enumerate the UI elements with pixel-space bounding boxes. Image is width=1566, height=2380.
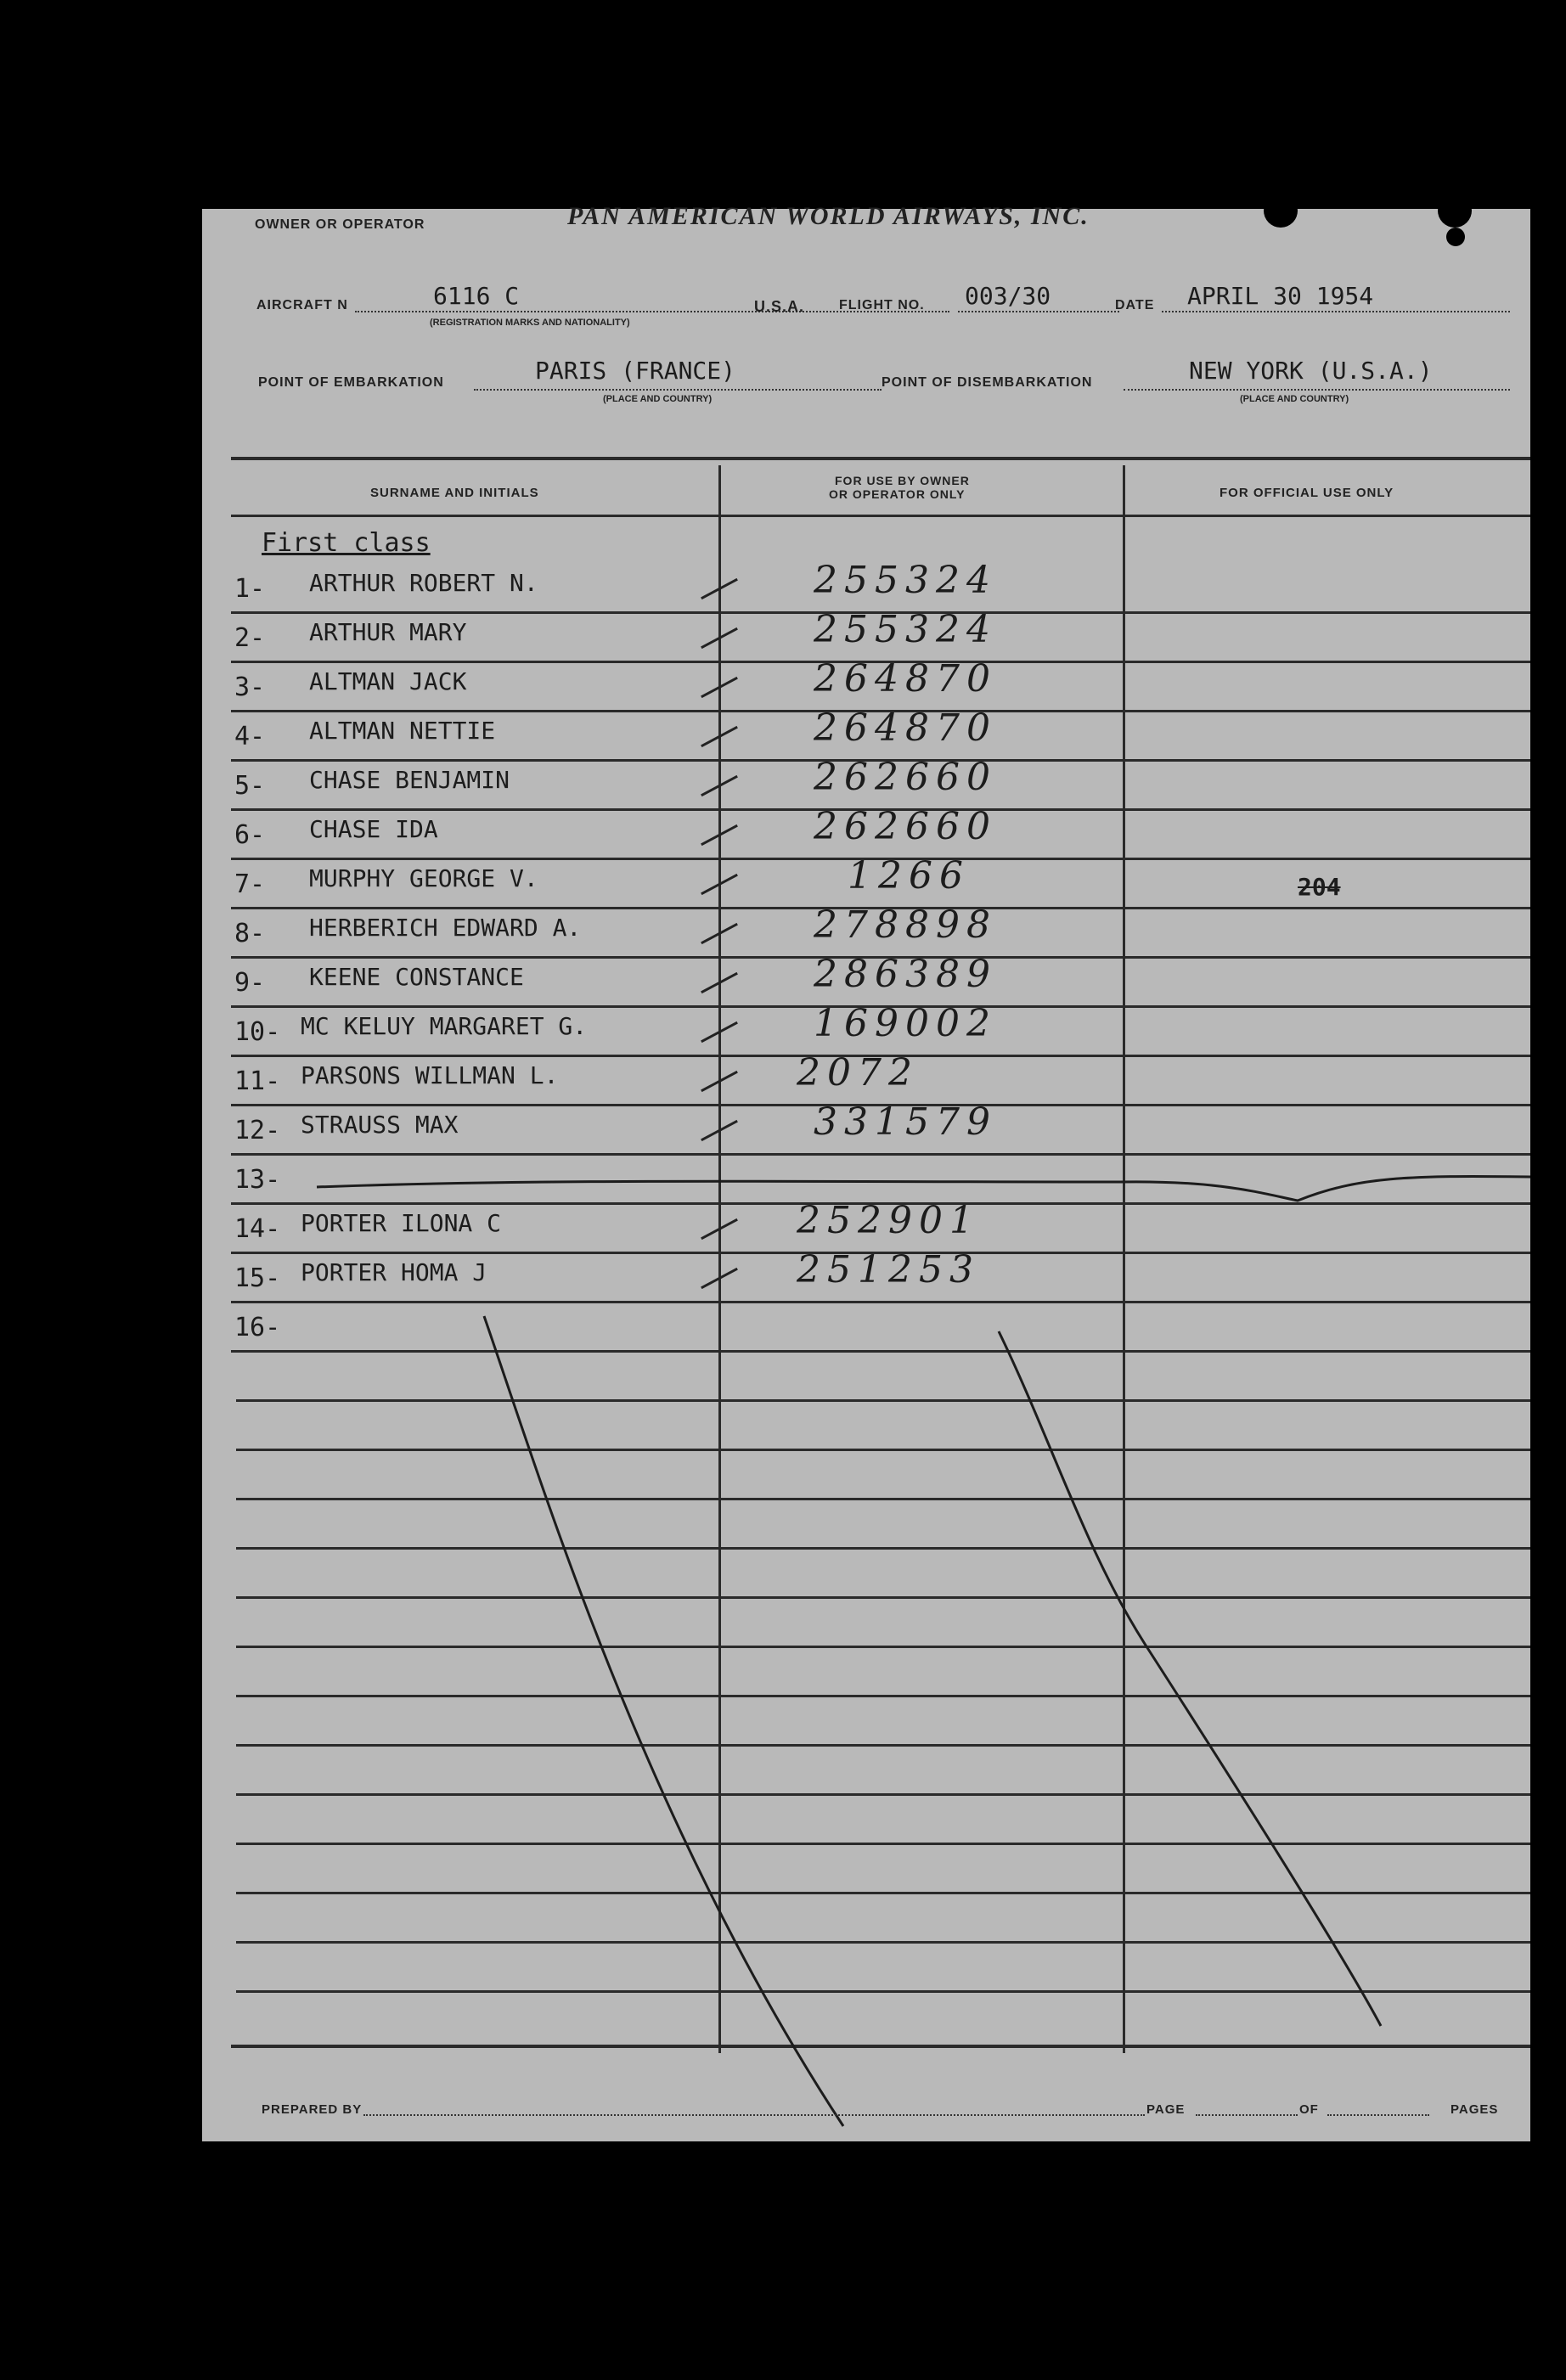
prepared-dotline bbox=[363, 2114, 1145, 2116]
ticket-number: 264870 bbox=[814, 706, 997, 750]
page-dotline bbox=[1196, 2114, 1298, 2116]
embark-value: PARIS (FRANCE) bbox=[535, 357, 736, 385]
row-number: 13- bbox=[234, 1165, 281, 1195]
column-header-surname: SURNAME AND INITIALS bbox=[370, 486, 539, 500]
passenger-name: MURPHY GEORGE V. bbox=[309, 864, 538, 892]
passenger-name: ARTHUR MARY bbox=[309, 618, 467, 646]
diagonal-strike-right bbox=[999, 1331, 1381, 2026]
owner-label: OWNER OR OPERATOR bbox=[255, 217, 425, 232]
row-number: 15- bbox=[234, 1263, 281, 1293]
manifest-sheet bbox=[202, 202, 1530, 2141]
disembark-caption: (PLACE AND COUNTRY) bbox=[1240, 394, 1349, 404]
row-number: 5- bbox=[234, 771, 266, 801]
disembark-value: NEW YORK (U.S.A.) bbox=[1189, 357, 1433, 385]
row-number: 16- bbox=[234, 1313, 281, 1342]
passenger-name: MC KELUY MARGARET G. bbox=[301, 1012, 588, 1040]
passenger-name: ALTMAN JACK bbox=[309, 667, 467, 695]
column-header-owner-2: OR OPERATOR ONLY bbox=[829, 487, 966, 501]
diagonal-strike-left bbox=[484, 1316, 843, 2126]
passenger-name: ARTHUR ROBERT N. bbox=[309, 569, 538, 597]
section-label: First class bbox=[262, 528, 431, 558]
ticket-number: 278898 bbox=[814, 903, 997, 947]
row-number: 1- bbox=[234, 574, 266, 604]
passenger-name: ALTMAN NETTIE bbox=[309, 717, 496, 745]
row-number: 8- bbox=[234, 919, 266, 948]
aircraft-value: 6116 C bbox=[433, 282, 520, 310]
passenger-name: PORTER HOMA J bbox=[301, 1258, 487, 1286]
usa-label: U.S.A. bbox=[754, 298, 805, 315]
disembark-label: POINT OF DISEMBARKATION bbox=[882, 375, 1093, 390]
passenger-name: CHASE BENJAMIN bbox=[309, 766, 510, 794]
ticket-number: 262660 bbox=[814, 805, 997, 848]
flight-label: FLIGHT NO. bbox=[839, 298, 925, 312]
row-number: 14- bbox=[234, 1214, 281, 1244]
passenger-name: KEENE CONSTANCE bbox=[309, 963, 524, 991]
embark-caption: (PLACE AND COUNTRY) bbox=[603, 394, 713, 404]
passenger-name: PORTER ILONA C bbox=[301, 1209, 502, 1237]
ticket-number: 331579 bbox=[814, 1100, 997, 1144]
of-dotline bbox=[1327, 2114, 1429, 2116]
row-number: 10- bbox=[234, 1017, 281, 1047]
ticket-number: 255324 bbox=[814, 559, 997, 602]
row-number: 7- bbox=[234, 869, 266, 899]
date-label: DATE bbox=[1115, 298, 1155, 312]
column-header-official: FOR OFFICIAL USE ONLY bbox=[1220, 486, 1394, 500]
passenger-name: PARSONS WILLMAN L. bbox=[301, 1061, 559, 1089]
row-number: 2- bbox=[234, 623, 266, 653]
of-label: OF bbox=[1299, 2102, 1319, 2117]
row-number: 9- bbox=[234, 968, 266, 998]
date-value: APRIL 30 1954 bbox=[1187, 282, 1374, 310]
passenger-name: CHASE IDA bbox=[309, 815, 438, 843]
column-header-owner-1: FOR USE BY OWNER bbox=[835, 474, 970, 487]
passenger-name: HERBERICH EDWARD A. bbox=[309, 914, 582, 942]
strike-lines bbox=[202, 209, 1530, 2141]
passenger-name: STRAUSS MAX bbox=[301, 1111, 459, 1139]
registration-caption: (REGISTRATION MARKS AND NATIONALITY) bbox=[430, 318, 630, 328]
ticket-number: 251253 bbox=[797, 1248, 980, 1291]
ticket-number: 255324 bbox=[814, 608, 997, 651]
row-number: 12- bbox=[234, 1116, 281, 1145]
ticket-number: 286389 bbox=[814, 953, 997, 996]
ticket-number: 1266 bbox=[848, 854, 970, 897]
flight-value: 003/30 bbox=[965, 282, 1051, 310]
ticket-number: 264870 bbox=[814, 657, 997, 700]
ticket-number: 2072 bbox=[797, 1051, 919, 1094]
ticket-number: 169002 bbox=[814, 1002, 997, 1045]
embark-label: POINT OF EMBARKATION bbox=[258, 375, 444, 390]
owner-value: PAN AMERICAN WORLD AIRWAYS, INC. bbox=[567, 202, 1090, 230]
aircraft-label: AIRCRAFT N bbox=[256, 298, 348, 312]
official-mark: 204 bbox=[1298, 873, 1341, 901]
ticket-number: 262660 bbox=[814, 756, 997, 799]
row-number: 4- bbox=[234, 722, 266, 751]
row-number: 11- bbox=[234, 1066, 281, 1096]
ticket-number: 252901 bbox=[797, 1199, 980, 1242]
prepared-label: PREPARED BY bbox=[262, 2102, 363, 2117]
row-number: 3- bbox=[234, 672, 266, 702]
row-number: 6- bbox=[234, 820, 266, 850]
page-label: PAGE bbox=[1146, 2102, 1186, 2117]
strike-line-13 bbox=[317, 1176, 1530, 1201]
pages-label: PAGES bbox=[1451, 2102, 1499, 2117]
